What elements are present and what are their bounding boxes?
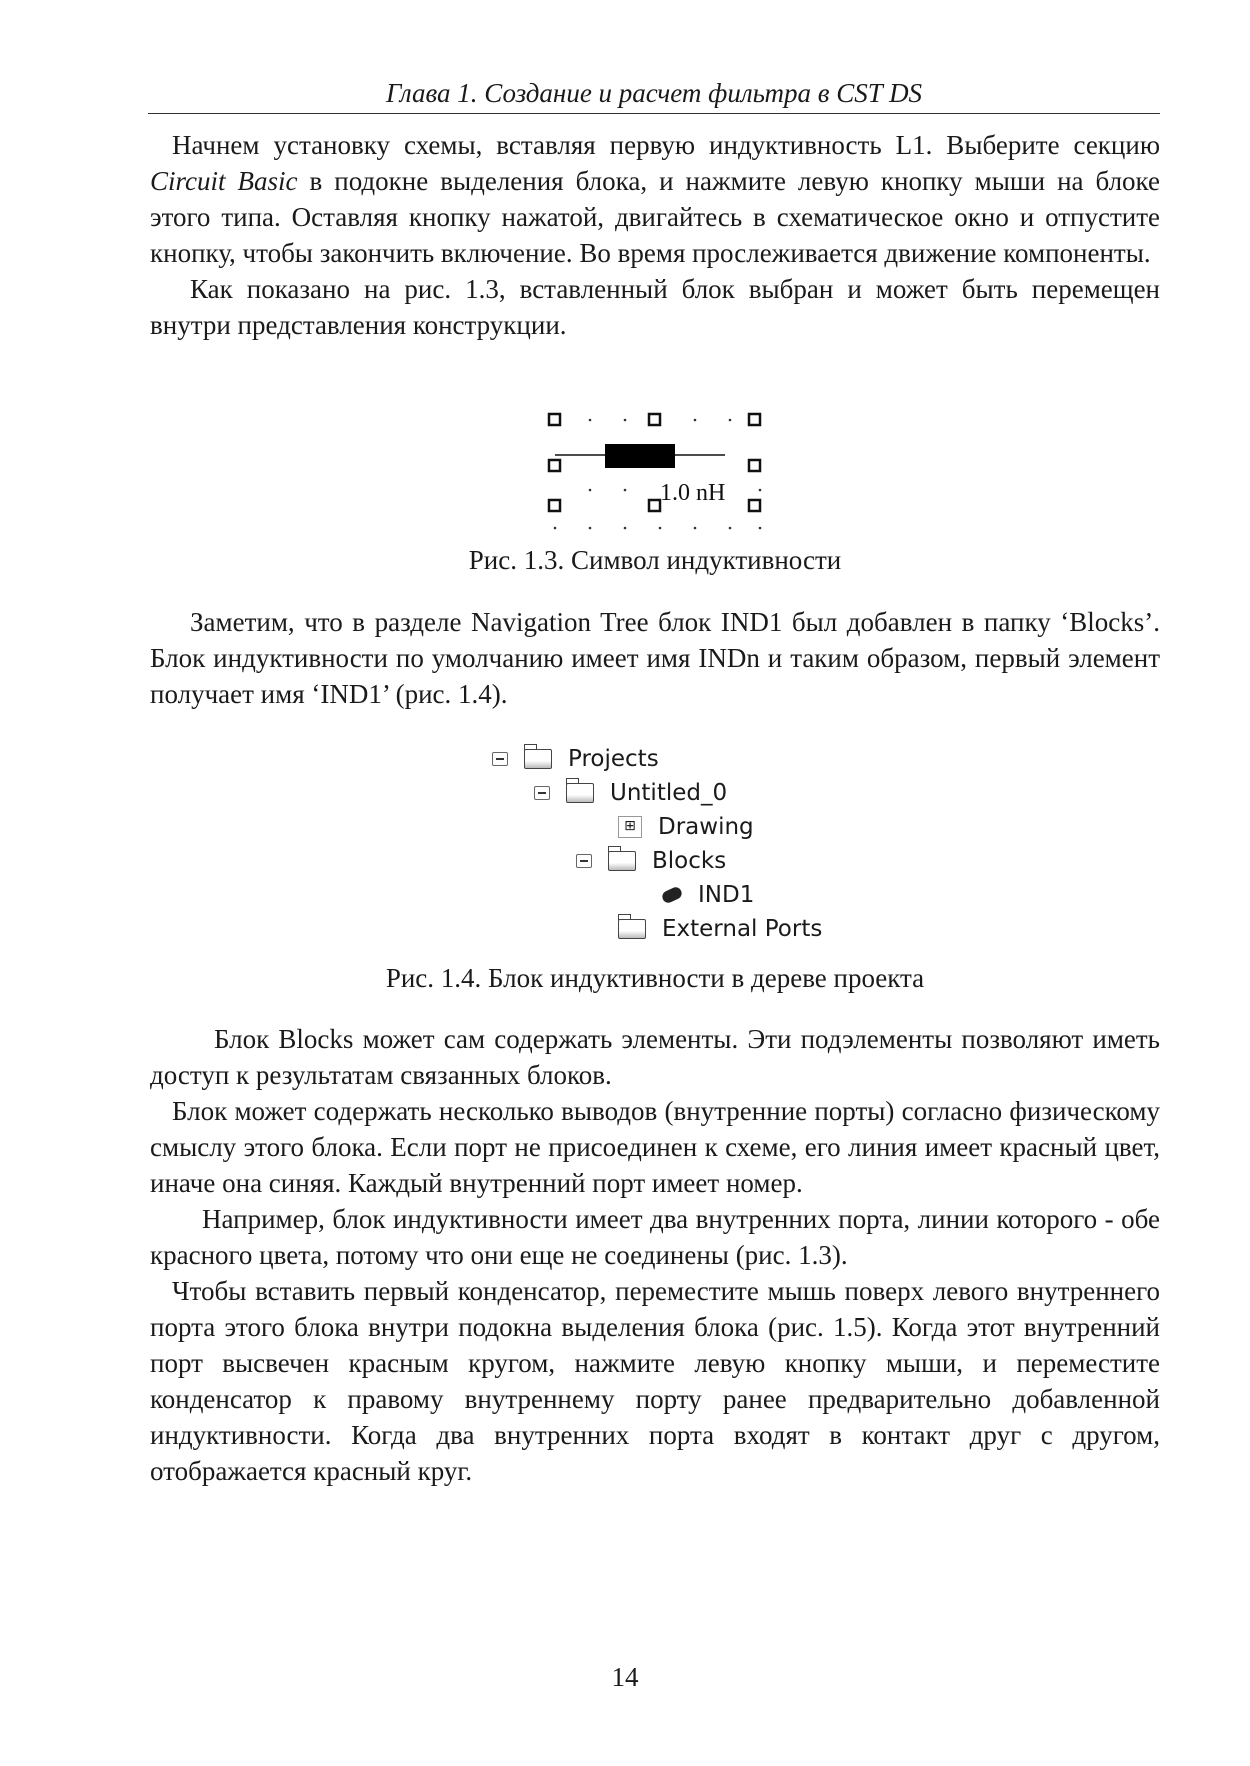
folder-icon (618, 919, 646, 939)
tree-item-blocks (576, 846, 726, 876)
selection-handle (749, 500, 760, 511)
collapse-icon (534, 786, 550, 800)
selection-handle (749, 460, 760, 471)
tree-item-ind1 (662, 880, 754, 910)
paragraph: Как показано на рис. 1.3, вставленный блок выбран и может быть перемещен внутри представления конструкции. (150, 274, 1160, 340)
body-text-bottom (150, 1021, 1160, 1489)
tree-item-external-ports (618, 914, 822, 944)
selection-handle (649, 414, 660, 425)
tree-label: Untitled_0 (610, 780, 728, 806)
paragraph (150, 127, 1160, 271)
selection-handle (549, 500, 560, 511)
paragraph: Заметим, что в разделе Navigation Tree блок IND1 был добавлен в папку ‘Blocks’. Блок индуктивности по умолчанию имеет имя INDn и таким образом, первый элемент получает имя ‘IND1’ (рис. 1.4). (150, 607, 1160, 709)
running-header: Глава 1. Создание и расчет фильтра в CST DS (148, 78, 1160, 114)
tree-label: Blocks (652, 848, 727, 874)
folder-icon (566, 783, 594, 803)
figure-caption: Рис. 1.3. Символ индуктивности (468, 545, 842, 575)
tree-label: Drawing (658, 814, 754, 840)
page-number: 14 (611, 1662, 639, 1692)
paragraph: Блок может содержать несколько выводов (внутренние порты) согласно физическому смыслу этого блока. Если порт не присоединен к схеме, его линия имеет красный цвет, иначе она синяя. Каждый внутренний порт имеет номер. (150, 1096, 1160, 1198)
collapse-icon (492, 752, 508, 766)
folder-icon (608, 851, 636, 871)
tree-item-untitled (534, 778, 727, 808)
inductor-symbol-figure (545, 408, 765, 533)
tree-label: Projects (568, 746, 659, 772)
tree-item-projects (492, 744, 659, 774)
figure-caption: Рис. 1.4. Блок индуктивности в дереве проекта (385, 963, 925, 993)
text: Начнем установку схемы, вставляя первую индуктивность L1. Выберите секцию (172, 130, 1160, 160)
selection-handle (649, 500, 660, 511)
tree-label: External Ports (662, 916, 823, 942)
selection-handle (549, 460, 560, 471)
block-icon (660, 885, 683, 904)
paragraph: Блок Blocks может сам содержать элементы. Эти подэлементы позволяют иметь доступ к результатам связанных блоков. (150, 1024, 1160, 1090)
body-text-top (150, 127, 1160, 343)
collapse-icon (576, 854, 592, 868)
inductor-body (605, 444, 675, 468)
italic-term: Circuit Basic (150, 166, 298, 196)
selection-handle (549, 414, 560, 425)
body-text-middle (150, 604, 1160, 712)
inductance-label: 1.0 nH (660, 480, 726, 506)
selection-handle (749, 414, 760, 425)
paragraph: Например, блок индуктивности имеет два внутренних порта, линии которого - обе красного цвета, потому что они еще не соединены (рис. 1.3). (150, 1204, 1160, 1270)
tree-label: IND1 (698, 882, 755, 908)
folder-icon (524, 749, 552, 769)
drawing-icon: ⊞ (618, 816, 642, 838)
paragraph: Чтобы вставить первый конденсатор, переместите мышь поверх левого внутреннего порта этого блока внутри подокна выделения блока (рис. 1.5). Когда этот внутренний порт высвечен красным кругом, нажмите левую кнопку мыши, и переместите конденсатор к правому внутреннему порту ранее предварительно добавленной индуктивности. Когда два внутренних порта входят в контакт друг с другом, отображается красный круг. (150, 1276, 1160, 1486)
tree-item-drawing (618, 812, 754, 842)
text: в подокне выделения блока, и нажмите левую кнопку мыши на блоке этого типа. Оставляя кнопку нажатой, двигайтесь в схематическое окно и отпустите кнопку, чтобы закончить включение. Во время прослеживается движение компоненты. (150, 166, 1160, 268)
